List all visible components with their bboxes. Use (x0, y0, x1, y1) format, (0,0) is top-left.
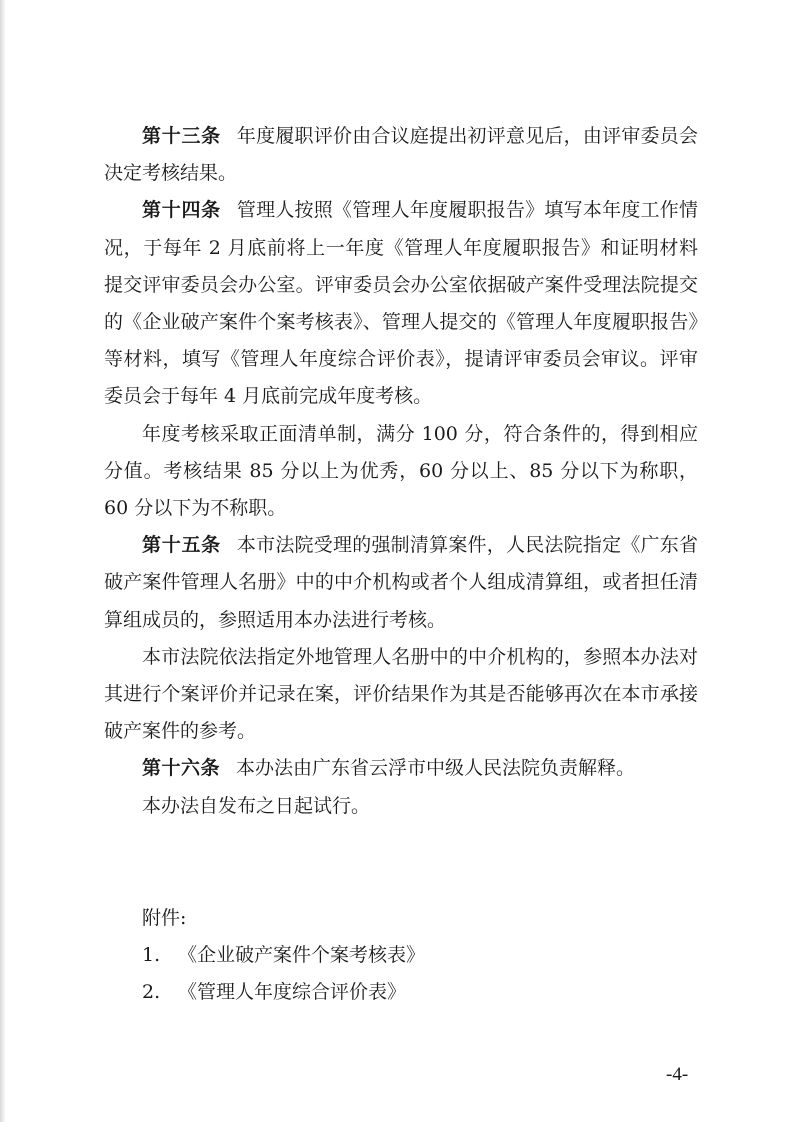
article-label: 第十三条 (142, 125, 221, 147)
article-text: 本办法由广东省云浮市中级人民法院负责解释。 (236, 757, 636, 780)
paragraph-text: 年度考核采取正面清单制，满分 100 分，符合条件的，得到相应分值。考核结果 85 分以上为优秀，60 分以上、85 分以下为称职，60 分以下为不称职。 (104, 422, 698, 520)
article-13 (104, 118, 698, 192)
paragraph-text: 本市法院依法指定外地管理人名册中的中介机构的，参照本办法对其进行个案评价并记录在案，评价结果作为其是否能够再次在本市承接破产案件的参考。 (104, 645, 698, 743)
body-text (104, 118, 698, 825)
article-15 (104, 527, 698, 639)
attachments-title: 附件: (142, 907, 187, 929)
paragraph-effective (104, 788, 698, 825)
article-16 (104, 750, 698, 787)
attachment-number: 1. (142, 944, 161, 967)
article-text: 管理人按照《管理人年度履职报告》填写本年度工作情况，于每年 2 月底前将上一年度《管理人年度履职报告》和证明材料提交评审委员会办公室。评审委员会办公室依据破产案件受理法院提交的《企业破产案件个案考核表》、管理人提交的《管理人年度履职报告》等材料，填写《管理人年度综合评价表》，提请评审委员会审议。评审委员会于每年 4 月底前完成年度考核。 (104, 199, 698, 408)
attachment-item (142, 974, 662, 1011)
scan-edge-shadow (0, 0, 6, 1122)
article-text: 年度履职评价由合议庭提出初评意见后，由评审委员会决定考核结果。 (104, 125, 698, 185)
attachment-number: 2. (142, 981, 161, 1004)
article-14 (104, 192, 698, 415)
article-label: 第十四条 (142, 199, 221, 222)
article-label: 第十六条 (142, 757, 221, 780)
paragraph-assessment (104, 416, 698, 528)
article-label: 第十五条 (142, 534, 221, 557)
attachment-title: 《管理人年度综合评价表》 (178, 981, 407, 1004)
paragraph-external-administrator (104, 639, 698, 751)
page-number: -4- (666, 1064, 689, 1085)
attachment-item (142, 937, 662, 974)
attachments (142, 900, 662, 1012)
article-text: 本市法院受理的强制清算案件，人民法院指定《广东省破产案件管理人名册》中的中介机构或者个人组成清算组，或者担任清算组成员的，参照适用本办法进行考核。 (104, 534, 698, 631)
paragraph-text: 本办法自发布之日起试行。 (142, 794, 371, 817)
attachment-title: 《企业破产案件个案考核表》 (178, 944, 426, 967)
